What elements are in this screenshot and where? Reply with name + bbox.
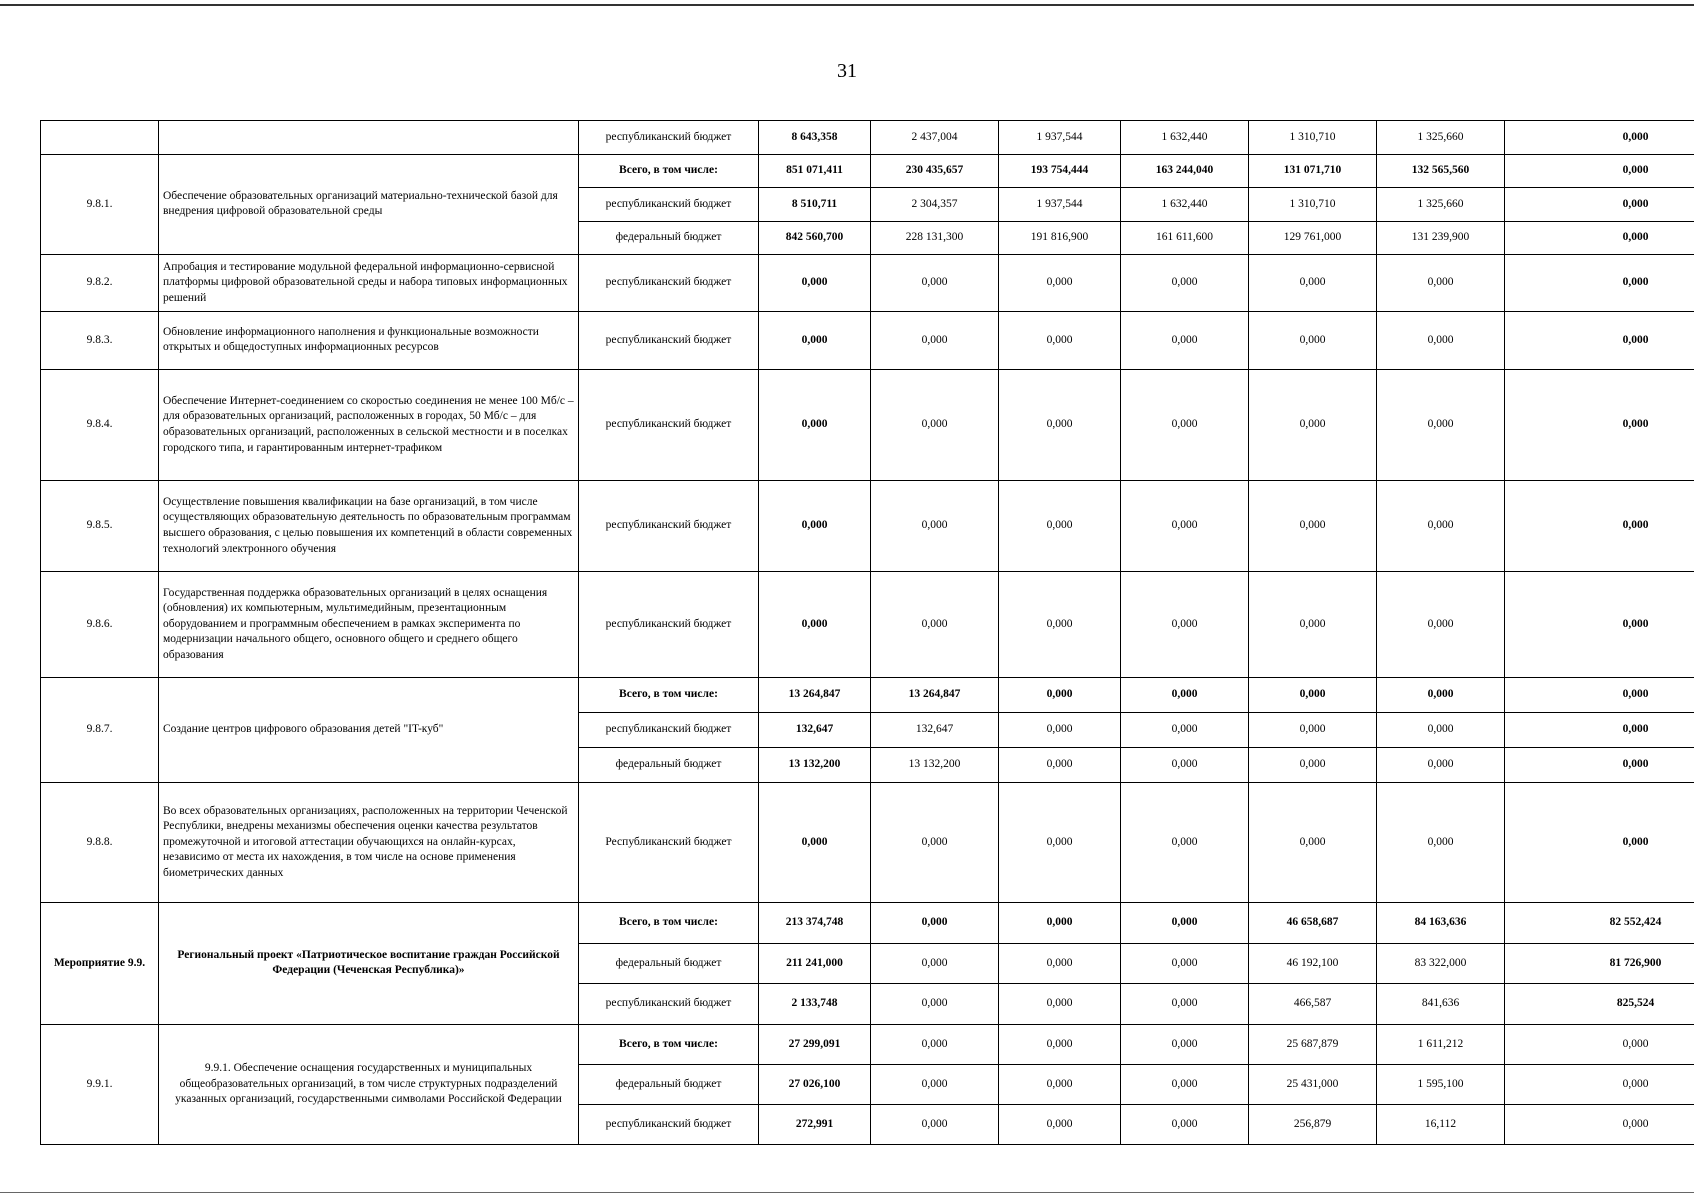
amount-cell: 0,000 (1377, 677, 1505, 712)
amount-cell: 132,647 (759, 712, 871, 747)
amount-cell: 0,000 (1121, 782, 1249, 902)
amount-cell: 0,000 (871, 480, 999, 571)
funding-source-cell: Всего, в том числе: (579, 677, 759, 712)
amount-cell: 0,000 (1505, 311, 1694, 369)
funding-source-cell: федеральный бюджет (579, 1064, 759, 1104)
row-description-cell: Осуществление повышения квалификации на базе организаций, в том числе осуществляющих образовательную деятельность по образовательным программам высшего образования, с целью повышения их компетенций в области современных технологий электронного обучения (159, 480, 579, 571)
row-code-cell: 9.8.8. (41, 782, 159, 902)
amount-cell: 0,000 (1505, 677, 1694, 712)
amount-cell: 0,000 (1121, 712, 1249, 747)
amount-cell: 0,000 (999, 480, 1121, 571)
amount-cell: 0,000 (871, 571, 999, 677)
amount-cell: 1 595,100 (1377, 1064, 1505, 1104)
amount-cell: 0,000 (999, 712, 1121, 747)
amount-cell: 466,587 (1249, 984, 1377, 1025)
amount-cell: 25 687,879 (1249, 1024, 1377, 1064)
amount-cell: 2 437,004 (871, 121, 999, 155)
amount-cell: 1 325,660 (1377, 188, 1505, 221)
funding-source-cell: федеральный бюджет (579, 221, 759, 254)
funding-source-cell: федеральный бюджет (579, 747, 759, 782)
amount-cell: 0,000 (1121, 677, 1249, 712)
row-description-cell: 9.9.1. Обеспечение оснащения государственных и муниципальных общеобразовательных организаций, в том числе структурных подразделений указанных организаций, государственными символами Российской Федерации (159, 1024, 579, 1144)
top-rule (0, 4, 1694, 6)
amount-cell: 132 565,560 (1377, 155, 1505, 188)
amount-cell: 16,112 (1377, 1104, 1505, 1144)
amount-cell: 0,000 (871, 984, 999, 1025)
amount-cell: 81 726,900 (1505, 943, 1694, 984)
amount-cell: 13 264,847 (759, 677, 871, 712)
amount-cell: 0,000 (1249, 480, 1377, 571)
table-row (41, 571, 1694, 677)
amount-cell: 13 132,200 (759, 747, 871, 782)
amount-cell: 0,000 (759, 782, 871, 902)
amount-cell: 0,000 (871, 369, 999, 480)
amount-cell: 8 643,358 (759, 121, 871, 155)
amount-cell: 228 131,300 (871, 221, 999, 254)
amount-cell: 0,000 (871, 1024, 999, 1064)
funding-source-cell: Всего, в том числе: (579, 1024, 759, 1064)
amount-cell: 8 510,711 (759, 188, 871, 221)
table-row (41, 121, 1694, 155)
amount-cell: 0,000 (1505, 571, 1694, 677)
funding-source-cell: Всего, в том числе: (579, 155, 759, 188)
funding-source-cell: республиканский бюджет (579, 984, 759, 1025)
amount-cell: 2 133,748 (759, 984, 871, 1025)
amount-cell: 0,000 (759, 311, 871, 369)
amount-cell: 1 937,544 (999, 121, 1121, 155)
budget-table (40, 120, 1694, 1145)
row-code-cell (41, 121, 159, 155)
amount-cell: 0,000 (1377, 480, 1505, 571)
amount-cell: 193 754,444 (999, 155, 1121, 188)
row-description-cell: Региональный проект «Патриотическое воспитание граждан Российской Федерации (Чеченская Республика)» (159, 902, 579, 1024)
amount-cell: 25 431,000 (1249, 1064, 1377, 1104)
funding-source-cell: республиканский бюджет (579, 571, 759, 677)
amount-cell: 0,000 (1249, 712, 1377, 747)
amount-cell: 211 241,000 (759, 943, 871, 984)
amount-cell: 0,000 (871, 902, 999, 943)
row-description-cell: Обеспечение образовательных организаций материально-технической базой для внедрения цифровой образовательной среды (159, 155, 579, 255)
amount-cell: 851 071,411 (759, 155, 871, 188)
amount-cell: 0,000 (1121, 1064, 1249, 1104)
amount-cell: 0,000 (1505, 747, 1694, 782)
amount-cell: 0,000 (1249, 677, 1377, 712)
amount-cell: 0,000 (1505, 188, 1694, 221)
table-row (41, 369, 1694, 480)
amount-cell: 132,647 (871, 712, 999, 747)
funding-source-cell: республиканский бюджет (579, 712, 759, 747)
amount-cell: 0,000 (999, 311, 1121, 369)
amount-cell: 161 611,600 (1121, 221, 1249, 254)
amount-cell: 0,000 (871, 782, 999, 902)
amount-cell: 0,000 (1121, 254, 1249, 311)
amount-cell: 84 163,636 (1377, 902, 1505, 943)
funding-source-cell: республиканский бюджет (579, 254, 759, 311)
amount-cell: 0,000 (1121, 943, 1249, 984)
funding-source-cell: Республиканский бюджет (579, 782, 759, 902)
amount-cell: 0,000 (999, 369, 1121, 480)
row-code-cell: 9.8.7. (41, 677, 159, 782)
table-row (41, 480, 1694, 571)
table-body (41, 121, 1694, 1145)
funding-source-cell: федеральный бюджет (579, 943, 759, 984)
amount-cell: 131 071,710 (1249, 155, 1377, 188)
amount-cell: 0,000 (999, 1064, 1121, 1104)
amount-cell: 1 937,544 (999, 188, 1121, 221)
amount-cell: 0,000 (1505, 782, 1694, 902)
table-row (41, 902, 1694, 943)
amount-cell: 0,000 (1377, 747, 1505, 782)
amount-cell: 0,000 (1505, 121, 1694, 155)
funding-source-cell: республиканский бюджет (579, 311, 759, 369)
table-row (41, 311, 1694, 369)
amount-cell: 1 632,440 (1121, 188, 1249, 221)
amount-cell: 0,000 (1377, 782, 1505, 902)
table-row (41, 254, 1694, 311)
row-code-cell: 9.8.1. (41, 155, 159, 255)
amount-cell: 46 192,100 (1249, 943, 1377, 984)
table-row (41, 155, 1694, 188)
amount-cell: 0,000 (999, 571, 1121, 677)
amount-cell: 0,000 (1121, 369, 1249, 480)
amount-cell: 0,000 (999, 747, 1121, 782)
row-code-cell: 9.8.5. (41, 480, 159, 571)
amount-cell: 0,000 (871, 1104, 999, 1144)
amount-cell: 27 299,091 (759, 1024, 871, 1064)
amount-cell: 0,000 (1377, 254, 1505, 311)
bottom-rule (0, 1192, 1694, 1193)
amount-cell: 163 244,040 (1121, 155, 1249, 188)
funding-source-cell: республиканский бюджет (579, 1104, 759, 1144)
amount-cell: 2 304,357 (871, 188, 999, 221)
amount-cell: 0,000 (1121, 480, 1249, 571)
funding-source-cell: республиканский бюджет (579, 188, 759, 221)
amount-cell: 0,000 (1377, 311, 1505, 369)
amount-cell: 0,000 (1249, 747, 1377, 782)
amount-cell: 0,000 (999, 984, 1121, 1025)
funding-source-cell: республиканский бюджет (579, 121, 759, 155)
amount-cell: 1 325,660 (1377, 121, 1505, 155)
amount-cell: 129 761,000 (1249, 221, 1377, 254)
amount-cell: 131 239,900 (1377, 221, 1505, 254)
amount-cell: 0,000 (1121, 311, 1249, 369)
funding-source-cell: республиканский бюджет (579, 369, 759, 480)
amount-cell: 0,000 (1377, 369, 1505, 480)
amount-cell: 0,000 (999, 1104, 1121, 1144)
amount-cell: 0,000 (871, 254, 999, 311)
row-code-cell: 9.9.1. (41, 1024, 159, 1144)
amount-cell: 0,000 (1505, 1104, 1694, 1144)
amount-cell: 83 322,000 (1377, 943, 1505, 984)
amount-cell: 0,000 (1505, 221, 1694, 254)
amount-cell: 0,000 (1377, 712, 1505, 747)
amount-cell: 0,000 (1121, 984, 1249, 1025)
row-code-cell: 9.8.6. (41, 571, 159, 677)
funding-source-cell: республиканский бюджет (579, 480, 759, 571)
row-description-cell: Во всех образовательных организациях, расположенных на территории Чеченской Республики, внедрены механизмы обеспечения оценки качества результатов промежуточной и итоговой аттестации обучающихся на онлайн-курсах, независимо от места их нахождения, в том числе на основе применения биометрических данных (159, 782, 579, 902)
row-description-cell: Обновление информационного наполнения и функциональные возможности открытых и общедоступных информационных ресурсов (159, 311, 579, 369)
amount-cell: 0,000 (871, 943, 999, 984)
amount-cell: 841,636 (1377, 984, 1505, 1025)
amount-cell: 1 310,710 (1249, 121, 1377, 155)
amount-cell: 0,000 (1249, 254, 1377, 311)
row-description-cell (159, 121, 579, 155)
amount-cell: 0,000 (1505, 254, 1694, 311)
amount-cell: 0,000 (759, 480, 871, 571)
amount-cell: 0,000 (1505, 1064, 1694, 1104)
table-row (41, 782, 1694, 902)
amount-cell: 272,991 (759, 1104, 871, 1144)
funding-source-cell: Всего, в том числе: (579, 902, 759, 943)
amount-cell: 82 552,424 (1505, 902, 1694, 943)
amount-cell: 213 374,748 (759, 902, 871, 943)
amount-cell: 0,000 (1505, 369, 1694, 480)
row-code-cell: 9.8.2. (41, 254, 159, 311)
amount-cell: 0,000 (1249, 782, 1377, 902)
page-number: 31 (837, 60, 857, 82)
amount-cell: 0,000 (1249, 369, 1377, 480)
amount-cell: 0,000 (1505, 712, 1694, 747)
amount-cell: 0,000 (1121, 747, 1249, 782)
amount-cell: 0,000 (999, 782, 1121, 902)
row-description-cell: Обеспечение Интернет-соединением со скоростью соединения не менее 100 Мб/с – для образовательных организаций, расположенных в городах, 50 Мб/с – для образовательных организаций, расположенных в сельской местности и в поселках городского типа, и гарантированным интернет-трафиком (159, 369, 579, 480)
amount-cell: 0,000 (1121, 902, 1249, 943)
amount-cell: 825,524 (1505, 984, 1694, 1025)
amount-cell: 256,879 (1249, 1104, 1377, 1144)
amount-cell: 0,000 (871, 1064, 999, 1104)
row-description-cell: Создание центров цифрового образования детей "IT-куб" (159, 677, 579, 782)
amount-cell: 0,000 (759, 254, 871, 311)
row-description-cell: Апробация и тестирование модульной федеральной информационно-сервисной платформы цифровой образовательной среды и набора типовых информационных решений (159, 254, 579, 311)
amount-cell: 13 132,200 (871, 747, 999, 782)
amount-cell: 1 310,710 (1249, 188, 1377, 221)
amount-cell: 0,000 (759, 571, 871, 677)
amount-cell: 0,000 (759, 369, 871, 480)
amount-cell: 0,000 (1377, 571, 1505, 677)
row-code-cell: 9.8.4. (41, 369, 159, 480)
row-description-cell: Государственная поддержка образовательных организаций в целях оснащения (обновления) их компьютерным, мультимедийным, презентационным оборудованием и программным обеспечением в рамках эксперимента по модернизации начального общего, основного общего и среднего общего образования (159, 571, 579, 677)
amount-cell: 0,000 (1505, 480, 1694, 571)
amount-cell: 0,000 (1505, 1024, 1694, 1064)
amount-cell: 0,000 (999, 677, 1121, 712)
amount-cell: 0,000 (999, 943, 1121, 984)
amount-cell: 0,000 (1121, 1024, 1249, 1064)
amount-cell: 46 658,687 (1249, 902, 1377, 943)
amount-cell: 0,000 (871, 311, 999, 369)
amount-cell: 230 435,657 (871, 155, 999, 188)
amount-cell: 0,000 (1249, 571, 1377, 677)
amount-cell: 191 816,900 (999, 221, 1121, 254)
amount-cell: 1 611,212 (1377, 1024, 1505, 1064)
amount-cell: 13 264,847 (871, 677, 999, 712)
row-code-cell: Мероприятие 9.9. (41, 902, 159, 1024)
amount-cell: 0,000 (1121, 571, 1249, 677)
amount-cell: 0,000 (999, 254, 1121, 311)
amount-cell: 1 632,440 (1121, 121, 1249, 155)
amount-cell: 842 560,700 (759, 221, 871, 254)
amount-cell: 0,000 (1249, 311, 1377, 369)
amount-cell: 0,000 (1121, 1104, 1249, 1144)
amount-cell: 27 026,100 (759, 1064, 871, 1104)
table-row (41, 677, 1694, 712)
amount-cell: 0,000 (1505, 155, 1694, 188)
amount-cell: 0,000 (999, 1024, 1121, 1064)
table-row (41, 1024, 1694, 1064)
amount-cell: 0,000 (999, 902, 1121, 943)
row-code-cell: 9.8.3. (41, 311, 159, 369)
